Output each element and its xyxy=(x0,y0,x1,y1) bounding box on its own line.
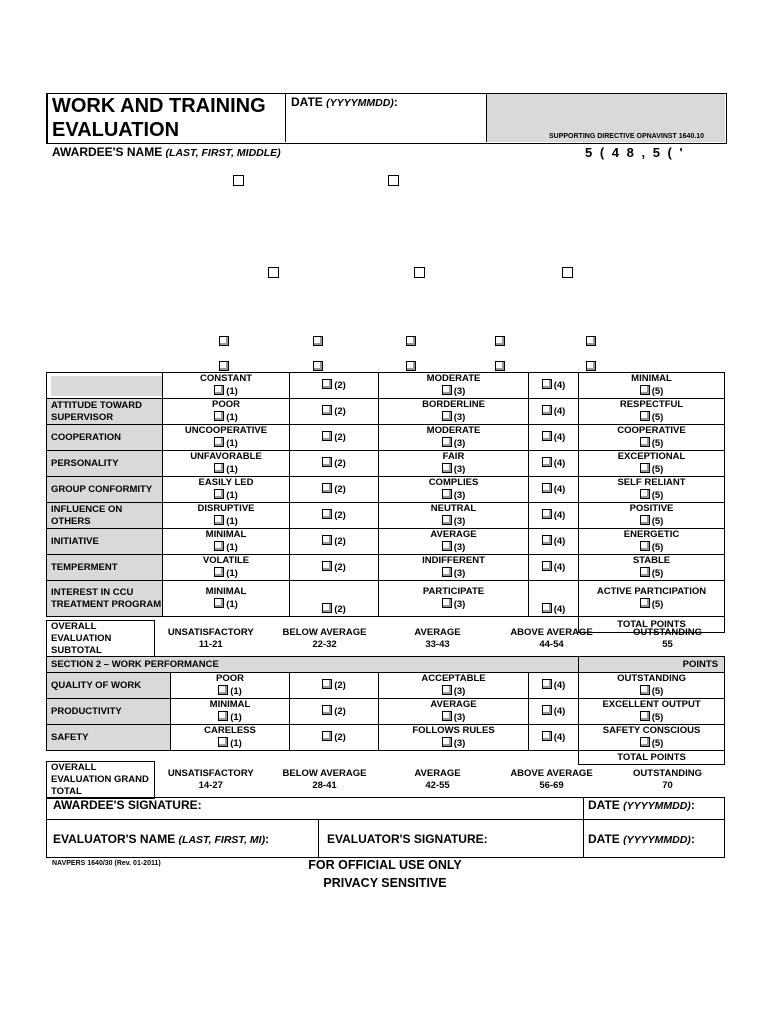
option-poor[interactable]: MINIMAL (1) xyxy=(163,529,290,555)
checkbox[interactable] xyxy=(322,705,332,715)
option-high[interactable]: POSITIVE (5) xyxy=(579,503,725,529)
checkbox[interactable] xyxy=(322,535,332,545)
checkbox[interactable] xyxy=(214,541,224,551)
supporting-directive: SUPPORTING DIRECTIVE OPNAVINST 1640.10 xyxy=(549,133,705,140)
header-divider xyxy=(285,93,286,142)
orphan-checkbox[interactable] xyxy=(586,336,596,346)
section2-header-row xyxy=(47,657,725,673)
option-4[interactable]: (4) xyxy=(529,699,579,725)
checkbox[interactable] xyxy=(442,489,452,499)
category-label: INITIATIVE xyxy=(47,529,163,555)
option-high[interactable]: RESPECTFUL (5) xyxy=(579,399,725,425)
section2-row xyxy=(47,725,725,751)
checkbox[interactable] xyxy=(322,603,332,613)
checkbox[interactable] xyxy=(442,541,452,551)
rating-unsatisfactory: UNSATISFACTORY 11-21 xyxy=(167,627,254,650)
checkbox[interactable] xyxy=(640,711,650,721)
option-4[interactable]: (4) xyxy=(529,477,579,503)
option-2[interactable]: (2) xyxy=(290,725,379,751)
checkbox[interactable] xyxy=(442,567,452,577)
rating-above-average: ABOVE AVERAGE 56-69 xyxy=(510,768,593,791)
option-high[interactable]: SELF RELIANT (5) xyxy=(579,477,725,503)
section1-row xyxy=(47,503,725,529)
checkbox[interactable] xyxy=(640,598,650,608)
checkbox[interactable] xyxy=(542,731,552,741)
checkbox[interactable] xyxy=(322,731,332,741)
section1-overall-row xyxy=(47,621,725,658)
checkbox[interactable] xyxy=(640,489,650,499)
date-colon: : xyxy=(690,831,695,846)
evaluator-name-label: EVALUATOR'S NAME xyxy=(53,831,176,846)
checkbox[interactable] xyxy=(542,705,552,715)
option-poor[interactable]: POOR (1) xyxy=(163,399,290,425)
checkbox[interactable] xyxy=(322,405,332,415)
checkbox[interactable] xyxy=(214,489,224,499)
option-4[interactable]: (4) xyxy=(529,451,579,477)
option-poor[interactable]: POOR (1) xyxy=(171,673,290,699)
signature-grid xyxy=(46,797,725,858)
checkbox[interactable] xyxy=(542,509,552,519)
option-2[interactable]: (2) xyxy=(290,555,379,581)
privacy-notice: PRIVACY SENSITIVE xyxy=(323,876,447,890)
section1-row xyxy=(47,555,725,581)
orphan-checkbox[interactable] xyxy=(268,267,279,278)
section2-row xyxy=(47,699,725,725)
date-label-text: DATE xyxy=(291,95,323,109)
checkbox[interactable] xyxy=(322,483,332,493)
option-mid[interactable]: AVERAGE (3) xyxy=(379,529,529,555)
category-label: INTEREST IN CCU TREATMENT PROGRAM xyxy=(47,581,163,617)
option-4[interactable]: (4) xyxy=(529,673,579,699)
option-2[interactable]: (2) xyxy=(290,699,379,725)
evaluator-row xyxy=(47,820,725,858)
option-2[interactable]: (2) xyxy=(290,503,379,529)
option-4[interactable]: (4) xyxy=(529,503,579,529)
section1-row xyxy=(47,451,725,477)
category-label: PERSONALITY xyxy=(47,451,163,477)
option-high[interactable]: EXCEPTIONAL (5) xyxy=(579,451,725,477)
checkbox[interactable] xyxy=(214,437,224,447)
checkbox[interactable] xyxy=(542,457,552,467)
orphan-checkbox[interactable] xyxy=(495,336,505,346)
option-poor[interactable]: UNFAVORABLE (1) xyxy=(163,451,290,477)
option-poor[interactable]: MINIMAL (1) xyxy=(171,699,290,725)
total-points-label: TOTAL POINTS xyxy=(579,751,725,765)
orphan-checkbox[interactable] xyxy=(233,175,244,186)
checkbox[interactable] xyxy=(442,411,452,421)
orphan-checkbox[interactable] xyxy=(313,361,323,371)
checkbox[interactable] xyxy=(322,679,332,689)
checkbox[interactable] xyxy=(214,463,224,473)
checkbox[interactable] xyxy=(542,431,552,441)
option-mid[interactable]: INDIFFERENT (3) xyxy=(379,555,529,581)
orphan-checkbox[interactable] xyxy=(313,336,323,346)
section2-title: SECTION 2 – WORK PERFORMANCE xyxy=(47,657,579,673)
option-2[interactable]: (2) xyxy=(290,581,379,617)
option-poor[interactable]: VOLATILE (1) xyxy=(163,555,290,581)
category-blank xyxy=(47,373,163,399)
option-mid[interactable]: NEUTRAL (3) xyxy=(379,503,529,529)
checkbox[interactable] xyxy=(542,561,552,571)
section1-row xyxy=(47,477,725,503)
rating-unsatisfactory: UNSATISFACTORY 14-27 xyxy=(167,768,254,791)
orphan-checkbox[interactable] xyxy=(219,336,229,346)
awardee-name-label xyxy=(52,145,281,159)
form-title-line1: WORK AND TRAINING xyxy=(52,95,266,117)
option-poor[interactable]: CARELESS (1) xyxy=(171,725,290,751)
rating-outstanding: OUTSTANDING 55 xyxy=(633,627,702,650)
rating-average: AVERAGE 33-43 xyxy=(414,627,461,650)
option-2[interactable]: (2) xyxy=(290,399,379,425)
option-mid[interactable]: MODERATE (3) xyxy=(379,373,529,399)
option-poor[interactable]: UNCOOPERATIVE (1) xyxy=(163,425,290,451)
evaluator-name-field[interactable] xyxy=(47,820,319,858)
checkbox[interactable] xyxy=(542,483,552,493)
date-format: (YYYYMMDD) xyxy=(623,833,691,846)
points-label: POINTS xyxy=(579,657,725,673)
orphan-checkbox[interactable] xyxy=(406,336,416,346)
category-label: SAFETY xyxy=(47,725,171,751)
option-high[interactable]: MINIMAL (5) xyxy=(579,373,725,399)
section1-row xyxy=(47,399,725,425)
checkbox[interactable] xyxy=(322,379,332,389)
option-high[interactable]: ENERGETIC (5) xyxy=(579,529,725,555)
option-4[interactable]: (4) xyxy=(529,373,579,399)
option-poor[interactable]: CONSTANT (1) xyxy=(163,373,290,399)
orphan-checkbox[interactable] xyxy=(562,267,573,278)
checkbox[interactable] xyxy=(214,411,224,421)
rating-outstanding: OUTSTANDING 70 xyxy=(633,768,702,791)
option-high[interactable]: OUTSTANDING (5) xyxy=(579,673,725,699)
section1-row xyxy=(47,425,725,451)
checkbox[interactable] xyxy=(640,685,650,695)
total-points-label: TOTAL POINTS xyxy=(579,617,725,633)
checkbox[interactable] xyxy=(442,463,452,473)
checkbox[interactable] xyxy=(322,561,332,571)
rating-above-average: ABOVE AVERAGE 44-54 xyxy=(510,627,593,650)
option-4[interactable]: (4) xyxy=(529,555,579,581)
checkbox[interactable] xyxy=(542,603,552,613)
section2-row xyxy=(47,673,725,699)
option-2[interactable]: (2) xyxy=(290,529,379,555)
checkbox[interactable] xyxy=(442,385,452,395)
checkbox[interactable] xyxy=(442,737,452,747)
rating-below-average: BELOW AVERAGE 22-32 xyxy=(282,627,367,650)
evaluator-name-format: (LAST, FIRST, MI) xyxy=(178,833,266,846)
evaluator-name-colon: : xyxy=(265,831,270,846)
option-4[interactable]: (4) xyxy=(529,581,579,617)
evaluator-signature-field[interactable] xyxy=(319,820,584,858)
option-4[interactable]: (4) xyxy=(529,399,579,425)
checkbox[interactable] xyxy=(640,515,650,525)
awardee-name-label-text: AWARDEE'S NAME xyxy=(52,145,163,159)
checkbox[interactable] xyxy=(442,437,452,447)
checkbox[interactable] xyxy=(640,437,650,447)
option-4[interactable]: (4) xyxy=(529,725,579,751)
option-4[interactable]: (4) xyxy=(529,529,579,555)
option-mid[interactable]: PARTICIPATE (3) xyxy=(379,581,529,617)
date-colon: : xyxy=(393,95,398,109)
awardee-signature-field[interactable] xyxy=(47,798,584,820)
checkbox[interactable] xyxy=(218,685,228,695)
overall-label: OVERALL EVALUATION SUBTOTAL xyxy=(47,621,155,658)
option-high[interactable]: COOPERATIVE (5) xyxy=(579,425,725,451)
checkbox[interactable] xyxy=(218,737,228,747)
checkbox[interactable] xyxy=(542,379,552,389)
option-mid[interactable]: FAIR (3) xyxy=(379,451,529,477)
date-format: (YYYYMMDD) xyxy=(623,800,691,812)
section1-row xyxy=(47,581,725,617)
form-id: NAVPERS 1640/30 (Rev. 01-2011) xyxy=(52,860,161,867)
date-label: DATE xyxy=(588,831,620,846)
checkbox[interactable] xyxy=(640,737,650,747)
awardee-signature-row xyxy=(47,798,725,820)
option-high[interactable]: SAFETY CONSCIOUS (5) xyxy=(579,725,725,751)
orphan-checkbox[interactable] xyxy=(388,175,399,186)
category-label: ATTITUDE TOWARD SUPERVISOR xyxy=(47,399,163,425)
section2-grid xyxy=(46,656,725,765)
checkbox[interactable] xyxy=(214,515,224,525)
orphan-checkbox[interactable] xyxy=(586,361,596,371)
option-mid[interactable]: FOLLOWS RULES (3) xyxy=(379,725,529,751)
option-poor[interactable]: DISRUPTIVE (1) xyxy=(163,503,290,529)
option-4[interactable]: (4) xyxy=(529,425,579,451)
section1-row xyxy=(47,529,725,555)
section1-row-top xyxy=(47,373,725,399)
rating-below-average: BELOW AVERAGE 28-41 xyxy=(282,768,367,791)
checkbox[interactable] xyxy=(640,463,650,473)
category-label: TEMPERMENT xyxy=(47,555,163,581)
date-format: (YYYYMMDD) xyxy=(326,97,394,109)
rating-average: AVERAGE 42-55 xyxy=(414,768,461,791)
checkbox[interactable] xyxy=(214,598,224,608)
section1-grid xyxy=(46,372,725,633)
option-mid[interactable]: AVERAGE (3) xyxy=(379,699,529,725)
option-high[interactable]: ACTIVE PARTICIPATION (5) xyxy=(579,581,725,617)
checkbox[interactable] xyxy=(214,385,224,395)
section1-overall-grid xyxy=(46,620,725,658)
option-high[interactable]: EXCELLENT OUTPUT (5) xyxy=(579,699,725,725)
orphan-checkbox[interactable] xyxy=(495,361,505,371)
option-mid[interactable]: MODERATE (3) xyxy=(379,425,529,451)
category-label: INFLUENCE ON OTHERS xyxy=(47,503,163,529)
checkbox[interactable] xyxy=(640,385,650,395)
scrambled-heading: 5 ( 4 8 , 5 ( ' xyxy=(585,145,685,160)
checkbox[interactable] xyxy=(542,405,552,415)
option-2[interactable]: (2) xyxy=(290,477,379,503)
orphan-checkbox[interactable] xyxy=(414,267,425,278)
option-mid[interactable]: COMPLIES (3) xyxy=(379,477,529,503)
section2-overall-grid xyxy=(46,761,725,799)
category-label: GROUP CONFORMITY xyxy=(47,477,163,503)
checkbox[interactable] xyxy=(640,411,650,421)
checkbox[interactable] xyxy=(214,567,224,577)
date-colon: : xyxy=(690,798,695,812)
option-2[interactable]: (2) xyxy=(290,451,379,477)
date-field[interactable] xyxy=(400,95,480,135)
awardee-name-field[interactable] xyxy=(300,144,550,160)
option-2[interactable]: (2) xyxy=(290,673,379,699)
checkbox[interactable] xyxy=(322,509,332,519)
option-mid[interactable]: ACCEPTABLE (3) xyxy=(379,673,529,699)
category-label: PRODUCTIVITY xyxy=(47,699,171,725)
category-label: QUALITY OF WORK xyxy=(47,673,171,699)
date-label: DATE xyxy=(588,798,620,812)
option-mid[interactable]: BORDERLINE (3) xyxy=(379,399,529,425)
checkbox[interactable] xyxy=(442,685,452,695)
option-poor[interactable]: EASILY LED (1) xyxy=(163,477,290,503)
date-label xyxy=(291,95,398,109)
awardee-date-field[interactable] xyxy=(584,798,725,820)
overall-label: OVERALL EVALUATION GRAND TOTAL xyxy=(47,762,155,799)
option-high[interactable]: STABLE (5) xyxy=(579,555,725,581)
checkbox[interactable] xyxy=(542,535,552,545)
awardee-name-format: (LAST, FIRST, MIDDLE) xyxy=(165,147,281,159)
checkbox[interactable] xyxy=(542,679,552,689)
checkbox[interactable] xyxy=(442,711,452,721)
option-2[interactable]: (2) xyxy=(290,373,379,399)
section2-overall-row xyxy=(47,762,725,799)
orphan-checkbox[interactable] xyxy=(406,361,416,371)
option-poor[interactable]: MINIMAL (1) xyxy=(163,581,290,617)
orphan-checkbox[interactable] xyxy=(219,361,229,371)
checkbox[interactable] xyxy=(218,711,228,721)
checkbox[interactable] xyxy=(442,515,452,525)
awardee-signature-label: AWARDEE'S SIGNATURE: xyxy=(53,798,202,812)
checkbox[interactable] xyxy=(640,541,650,551)
option-2[interactable]: (2) xyxy=(290,425,379,451)
checkbox[interactable] xyxy=(442,598,452,608)
evaluator-date-field[interactable] xyxy=(584,820,725,858)
checkbox[interactable] xyxy=(322,457,332,467)
checkbox[interactable] xyxy=(640,567,650,577)
official-use-notice: FOR OFFICIAL USE ONLY xyxy=(308,858,462,872)
evaluator-signature-label: EVALUATOR'S SIGNATURE: xyxy=(327,831,488,846)
category-label: COOPERATION xyxy=(47,425,163,451)
checkbox[interactable] xyxy=(322,431,332,441)
form-title-line2: EVALUATION xyxy=(52,119,180,141)
